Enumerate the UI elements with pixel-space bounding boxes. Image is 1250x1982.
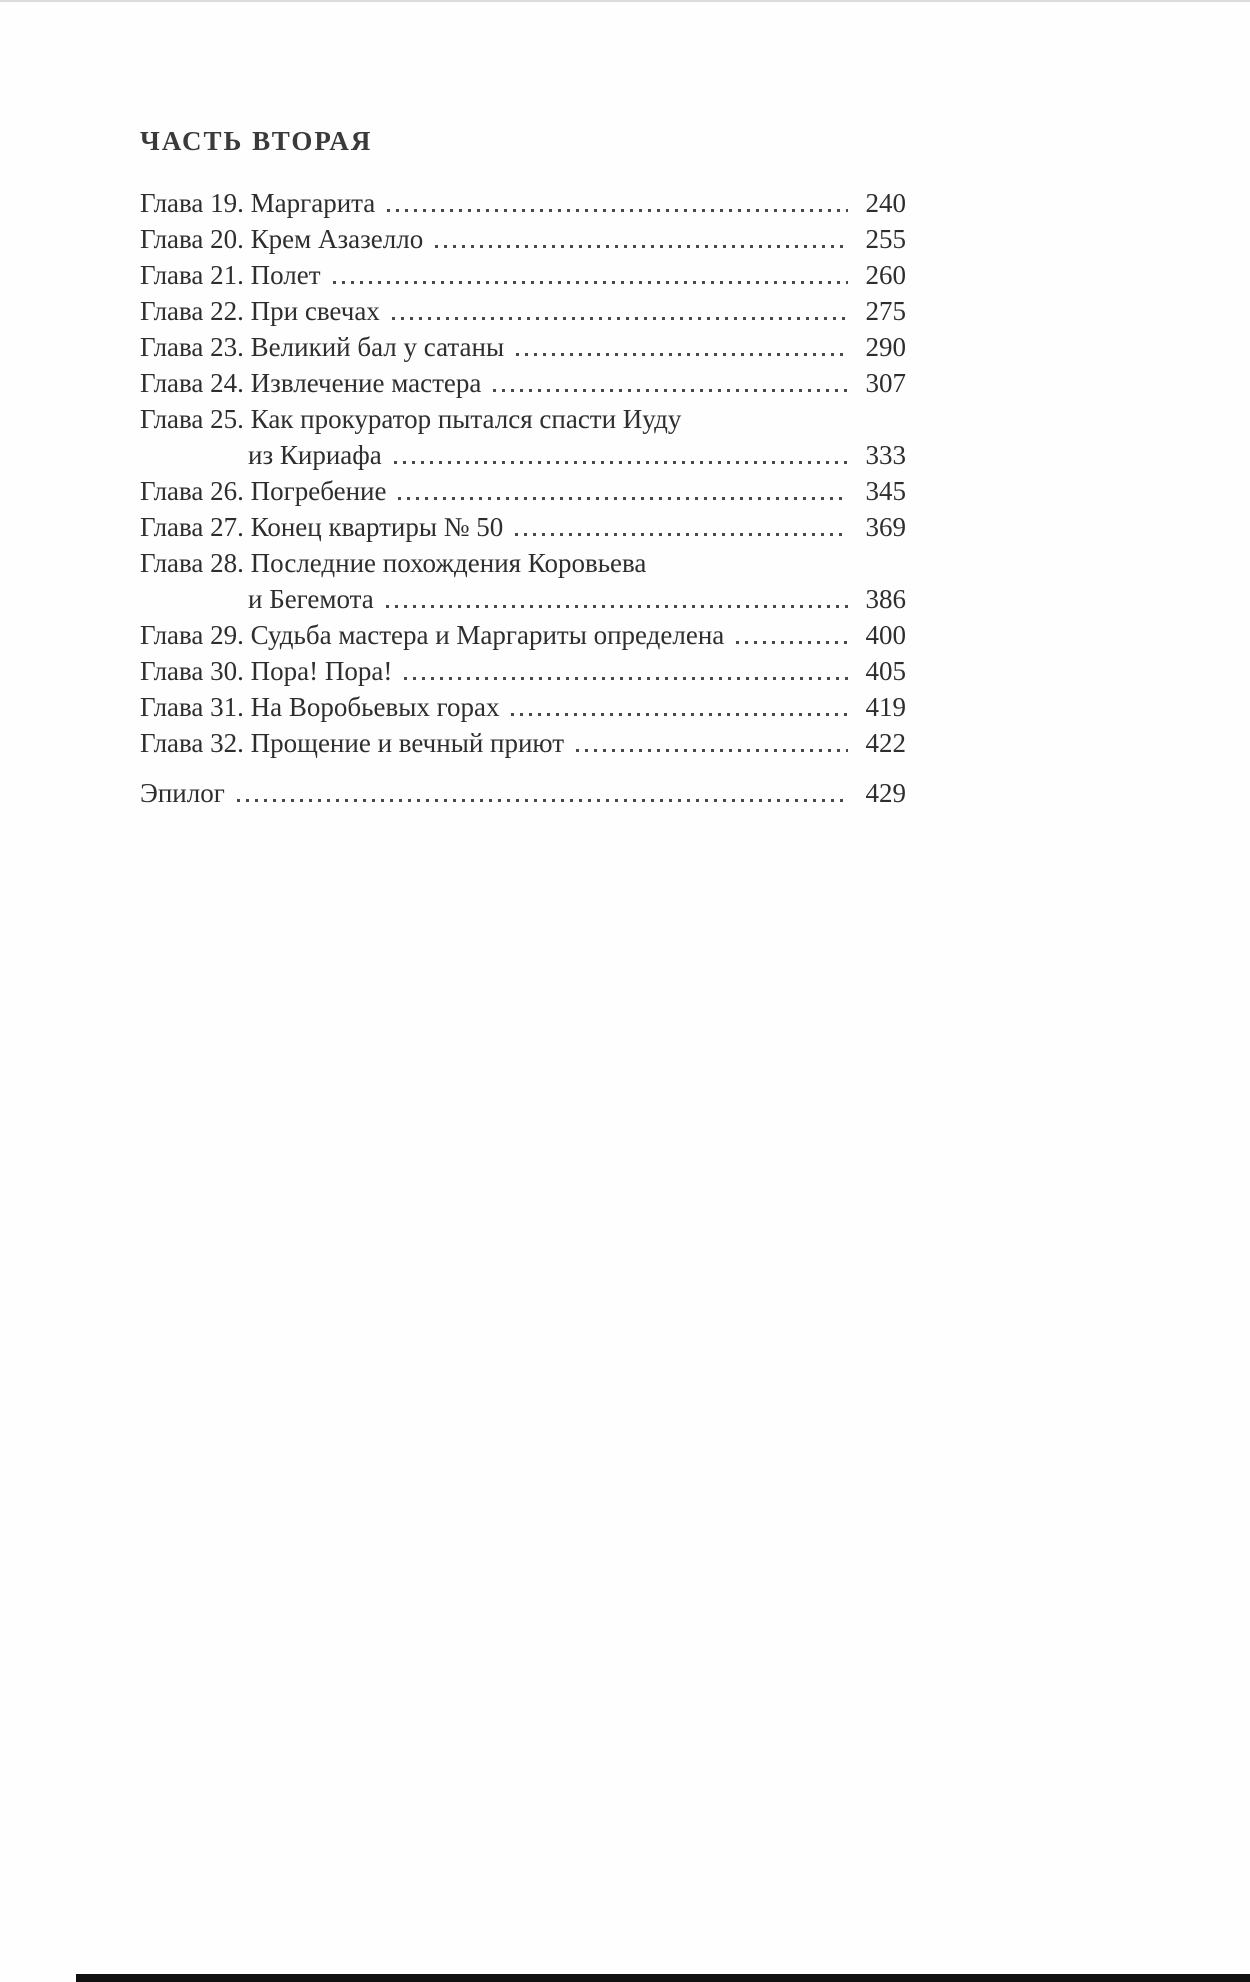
toc-page-number: 429 bbox=[865, 778, 906, 808]
toc-entry-label: Глава 23. Великий бал у сатаны bbox=[140, 332, 505, 362]
dot-leader bbox=[511, 713, 848, 716]
dot-leader bbox=[394, 461, 848, 464]
toc-entry bbox=[140, 401, 906, 437]
toc-entry-label: Глава 19. Маргарита bbox=[140, 188, 376, 218]
toc-page-number: 275 bbox=[865, 296, 906, 326]
dot-leader bbox=[493, 389, 848, 392]
toc-entry-label-continuation: из Кириафа bbox=[248, 440, 382, 470]
toc-entry bbox=[140, 689, 906, 725]
toc-entry-label: Глава 30. Пора! Пора! bbox=[140, 656, 393, 686]
toc-entry bbox=[140, 653, 906, 689]
toc-entry-epilogue bbox=[140, 775, 906, 811]
dot-leader bbox=[515, 533, 848, 536]
toc-entry-label: Глава 26. Погребение bbox=[140, 476, 387, 506]
dot-leader bbox=[392, 317, 848, 320]
toc-page-number: 333 bbox=[865, 440, 906, 470]
toc-page-number: 290 bbox=[865, 332, 906, 362]
toc-page-number: 369 bbox=[865, 512, 906, 542]
toc-page-number: 240 bbox=[865, 188, 906, 218]
toc-entry bbox=[140, 509, 906, 545]
toc-page-number: 419 bbox=[865, 692, 906, 722]
toc-entry-label-continuation: и Бегемота bbox=[248, 584, 374, 614]
scan-top-edge bbox=[0, 0, 1250, 2]
toc-entry-label: Глава 25. Как прокуратор пытался спасти Иуду bbox=[140, 404, 682, 434]
toc-page-number: 307 bbox=[865, 368, 906, 398]
scan-bottom-bar bbox=[76, 1974, 1250, 1982]
toc-entry-label: Глава 22. При свечах bbox=[140, 296, 380, 326]
toc-page-number: 405 bbox=[865, 656, 906, 686]
toc-page-number: 260 bbox=[865, 260, 906, 290]
dot-leader bbox=[237, 799, 848, 802]
toc-entry bbox=[140, 257, 906, 293]
toc-entry bbox=[140, 293, 906, 329]
toc-entry-label: Глава 24. Извлечение мастера bbox=[140, 368, 482, 398]
dot-leader bbox=[333, 281, 848, 284]
toc-content bbox=[140, 126, 906, 811]
toc-entry-label: Глава 31. На Воробьевых горах bbox=[140, 692, 500, 722]
dot-leader bbox=[404, 677, 848, 680]
toc-page-number: 345 bbox=[865, 476, 906, 506]
dot-leader bbox=[435, 245, 848, 248]
dot-leader bbox=[398, 497, 848, 500]
toc-page-number: 422 bbox=[865, 728, 906, 758]
toc-entry-continuation bbox=[140, 581, 906, 617]
dot-leader bbox=[736, 641, 848, 644]
toc-page-number: 386 bbox=[865, 584, 906, 614]
section-title: ЧАСТЬ ВТОРАЯ bbox=[140, 126, 373, 156]
toc-entry-label: Глава 29. Судьба мастера и Маргариты определена bbox=[140, 620, 725, 650]
toc-entry-label: Глава 32. Прощение и вечный приют bbox=[140, 728, 565, 758]
toc-entry-label: Глава 21. Полет bbox=[140, 260, 321, 290]
toc-page-number: 400 bbox=[865, 620, 906, 650]
toc-entry bbox=[140, 329, 906, 365]
toc-entry bbox=[140, 365, 906, 401]
toc-entry bbox=[140, 545, 906, 581]
toc-entry bbox=[140, 221, 906, 257]
toc-entry bbox=[140, 617, 906, 653]
toc-entry bbox=[140, 185, 906, 221]
toc-entry bbox=[140, 725, 906, 761]
toc-entry bbox=[140, 473, 906, 509]
dot-leader bbox=[386, 605, 848, 608]
dot-leader bbox=[516, 353, 848, 356]
toc-entry-label: Глава 27. Конец квартиры № 50 bbox=[140, 512, 504, 542]
toc-entry-continuation bbox=[140, 437, 906, 473]
dot-leader bbox=[576, 749, 848, 752]
toc-entry-label: Глава 28. Последние похождения Коровьева bbox=[140, 548, 647, 578]
toc-page-number: 255 bbox=[865, 224, 906, 254]
toc-entry-label: Глава 20. Крем Азазелло bbox=[140, 224, 424, 254]
dot-leader bbox=[387, 209, 848, 212]
toc-entry-label: Эпилог bbox=[140, 778, 225, 808]
